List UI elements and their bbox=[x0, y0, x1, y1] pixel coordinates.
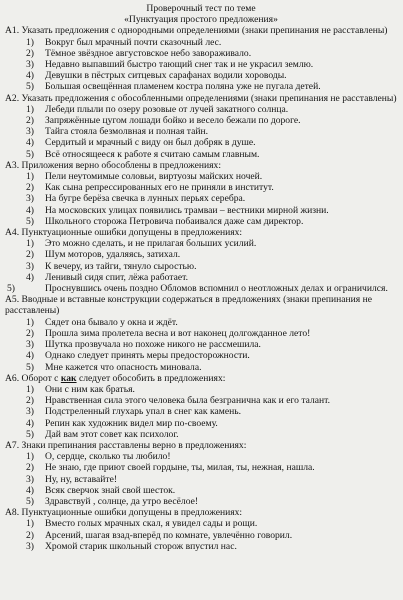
option: 2) Нравственная сила этого человека была безгранична как и его талант. bbox=[26, 395, 331, 407]
question-a4: А4. Пунктуационные ошибки допущены в предложениях: bbox=[5, 227, 243, 239]
option: 5) Мне кажется что опасность миновала. bbox=[26, 361, 202, 373]
option: 4) Ленивый сидя спит, лёжа работает. bbox=[26, 271, 188, 283]
option: 3) Шутка прозвучала но похоже никого не рассмешила. bbox=[26, 339, 261, 351]
question-a2: А2. Указать предложения с обособленными определениями (знаки препинания не расставлены) bbox=[5, 92, 397, 104]
option: 5) Большая освещённая пламенем костра поляна уже не пугала детей. bbox=[26, 81, 321, 93]
question-a3: А3. Приложения верно обособлены в предложениях: bbox=[5, 159, 221, 171]
option: 2) Прошла зима пролетела весна и вот наконец долгожданное лето! bbox=[26, 327, 311, 339]
option: 4) Девушки в пёстрых ситцевых сарафанах водили хороводы. bbox=[26, 70, 287, 82]
question-a6: А6. Оборот с как следует обособить в предложениях: bbox=[5, 372, 226, 384]
option: 2) Тёмное звёздное августовское небо завораживало. bbox=[26, 47, 252, 59]
option: 2) Шум моторов, удаляясь, затихал. bbox=[26, 249, 181, 261]
option: 5) Всё относящееся к работе я считаю самым главным. bbox=[26, 148, 260, 160]
option: 3) К вечеру, из тайги, тянуло сыростью. bbox=[26, 260, 197, 272]
question-a5: А5. Вводные и вставные конструкции содержаться в предложениях (знаки препинания не расставлены) bbox=[5, 294, 372, 317]
option: 3) Тайга стояла безмолвная и полная тайн. bbox=[26, 126, 209, 138]
test-title-line1: Проверочный тест по теме bbox=[146, 3, 256, 14]
question-a7: А7. Знаки препинания расставлены верно в предложениях: bbox=[5, 439, 247, 451]
option: 1) Пели неутомимые соловьи, виртуозы майских ночей. bbox=[26, 171, 263, 183]
option: 5) Дай вам этот совет как психолог. bbox=[26, 428, 179, 440]
option: 3) Хромой старик школьный сторож впустил нас. bbox=[26, 540, 237, 552]
option: 1) Вокруг был мрачный почти сказочный лес. bbox=[26, 36, 222, 48]
option: 5) Проснувшись очень поздно Обломов вспомнил о неотложных делах и ограничился. bbox=[7, 283, 388, 295]
option: 2) Арсений, шагая взад-вперёд по комнате, увлечённо говорил. bbox=[26, 529, 293, 541]
option: 5) Здравствуй , солнце, да утро весёлое! bbox=[26, 495, 199, 507]
option: 4) На московских улицах появились трамваи – вестники мирной жизни. bbox=[26, 204, 329, 216]
option: 1) Они с ним как братья. bbox=[26, 383, 135, 395]
option: 4) Сердитый и мрачный с виду он был добряк в душе. bbox=[26, 137, 256, 149]
option: 1) О, сердце, сколько ты любило! bbox=[26, 451, 171, 463]
question-a8: А8. Пунктуационные ошибки допущены в предложениях: bbox=[5, 507, 243, 519]
option: 1) Лебеди плыли по озеру розовые от лучей закатного солнца. bbox=[26, 103, 289, 115]
option: 1) Сядет она бывало у окна и ждёт. bbox=[26, 316, 178, 328]
kak-word: как bbox=[60, 372, 77, 384]
option: 3) На бугре берёза свечка в лунных перьях серебра. bbox=[26, 193, 246, 205]
option: 2) Как сына репрессированных его не приняли в институт. bbox=[26, 182, 274, 194]
option: 4) Репин как художник видел мир по-своему. bbox=[26, 417, 218, 429]
option: 1) Вместо голых мрачных скал, я увидел сады и рощи. bbox=[26, 518, 258, 530]
option: 5) Школьного сторожа Петровича побаивался даже сам директор. bbox=[26, 215, 304, 227]
option: 2) Не знаю, где приют своей гордыне, ты, милая, ты, нежная, нашла. bbox=[26, 462, 315, 474]
option: 2) Запряжённые цугом лошади бойко и весело бежали по дороге. bbox=[26, 115, 301, 127]
option: 4) Однако следует принять меры предосторожности. bbox=[26, 350, 250, 362]
test-title-line2: «Пунктуация простого предложения» bbox=[124, 14, 278, 26]
option: 3) Ну, ну, вставайте! bbox=[26, 473, 118, 485]
question-a1: А1. Указать предложения с однородными определениями (знаки препинания не расставлены) bbox=[5, 25, 388, 37]
option: 3) Недавно выпавший быстро тающий снег так и не украсил землю. bbox=[26, 59, 314, 71]
option: 4) Всяк сверчок знай свой шесток. bbox=[26, 484, 176, 496]
option: 3) Подстреленный глухарь упал в снег как камень. bbox=[26, 406, 241, 418]
option: 1) Это можно сделать, и не прилагая больших усилий. bbox=[26, 238, 257, 250]
